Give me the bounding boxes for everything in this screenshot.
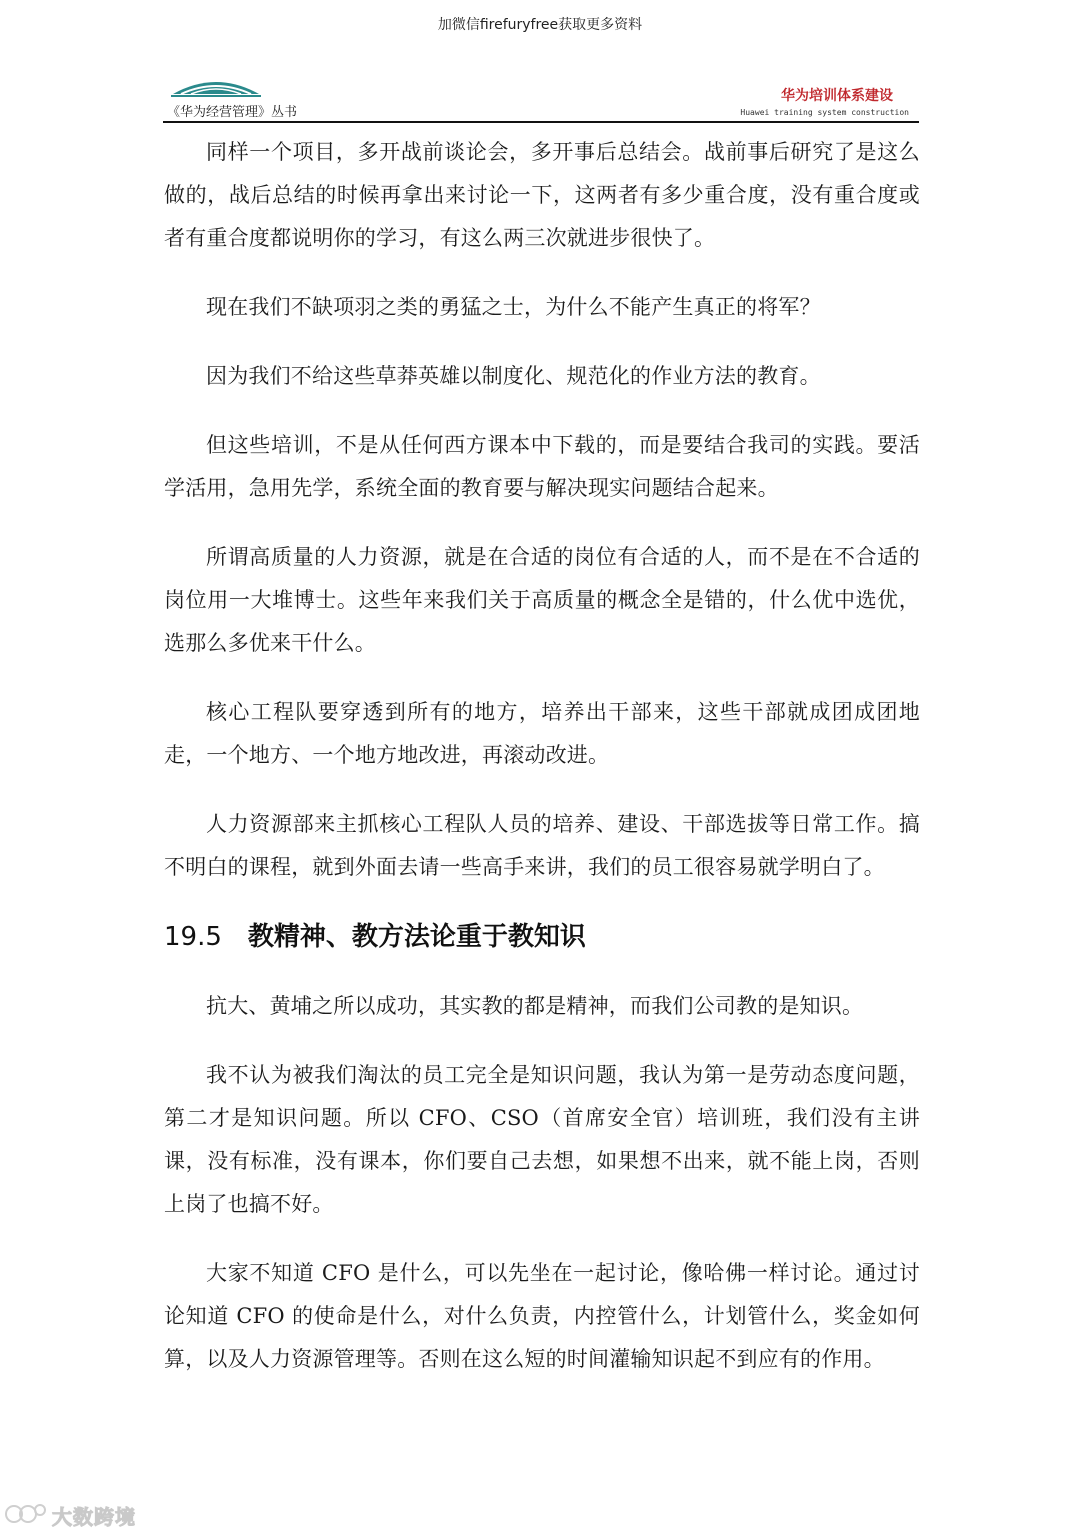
top-note: 加微信firefuryfree获取更多资料 <box>437 17 643 33</box>
brand-title: 华为培训体系建设 <box>781 88 893 104</box>
watermark-text: 大数跨境 <box>52 1505 136 1529</box>
section-title: 教精神、教方法论重于教知识 <box>247 922 586 952</box>
section-number: 19.5 <box>164 922 222 952</box>
paragraph: 大家不知道 CFO 是什么，可以先坐在一起讨论，像哈佛一样讨论。通过讨论知道 CFO 的使命是什么，对什么负责，内控管什么，计划管什么，奖金如何算，以及人力资源管理等。否则在这么短的时间灌输知识起不到应有的作用。 <box>164 1261 920 1371</box>
watermark-logo-icon <box>4 1501 48 1527</box>
paragraph: 但这些培训，不是从任何西方课本中下载的，而是要结合我司的实践。要活学活用，急用先学，系统全面的教育要与解决现实问题结合起来。 <box>164 433 920 500</box>
paragraph: 抗大、黄埔之所以成功，其实教的都是精神，而我们公司教的是知识。 <box>206 994 864 1018</box>
series-title: 《华为经营管理》丛书 <box>167 105 298 120</box>
brand-subtitle: Huawei training system construction <box>740 108 909 117</box>
huawei-book-logo-icon <box>171 76 261 100</box>
page-header <box>163 76 919 124</box>
section-heading <box>164 915 920 959</box>
header-rule <box>163 121 919 123</box>
paragraph: 核心工程队要穿透到所有的地方，培养出干部来，这些干部就成团成团地走，一个地方、一个地方地改进，再滚动改进。 <box>164 700 920 767</box>
paragraph: 我不认为被我们淘汰的员工完全是知识问题，我认为第一是劳动态度问题，第二才是知识问题。所以 CFO、CSO（首席安全官）培训班，我们没有主讲课，没有标准，没有课本，你们要自己去想，如果想不出来，就不能上岗，否则上岗了也搞不好。 <box>164 1063 920 1216</box>
paragraph: 因为我们不给这些草莽英雄以制度化、规范化的作业方法的教育。 <box>206 364 821 388</box>
watermark <box>4 1499 144 1529</box>
paragraph: 所谓高质量的人力资源，就是在合适的岗位有合适的人，而不是在不合适的岗位用一大堆博士。这些年来我们关于高质量的概念全是错的，什么优中选优，选那么多优来干什么。 <box>164 545 920 655</box>
paragraph: 现在我们不缺项羽之类的勇猛之士，为什么不能产生真正的将军？ <box>206 295 821 319</box>
paragraph: 同样一个项目，多开战前谈论会，多开事后总结会。战前事后研究了是这么做的，战后总结的时候再拿出来讨论一下，这两者有多少重合度，没有重合度或者有重合度都说明你的学习，有这么两三次就进步很快了。 <box>164 140 920 250</box>
page-body <box>164 131 920 1407</box>
paragraph: 人力资源部来主抓核心工程队人员的培养、建设、干部选拔等日常工作。搞不明白的课程，就到外面去请一些高手来讲，我们的员工很容易就学明白了。 <box>164 812 920 879</box>
